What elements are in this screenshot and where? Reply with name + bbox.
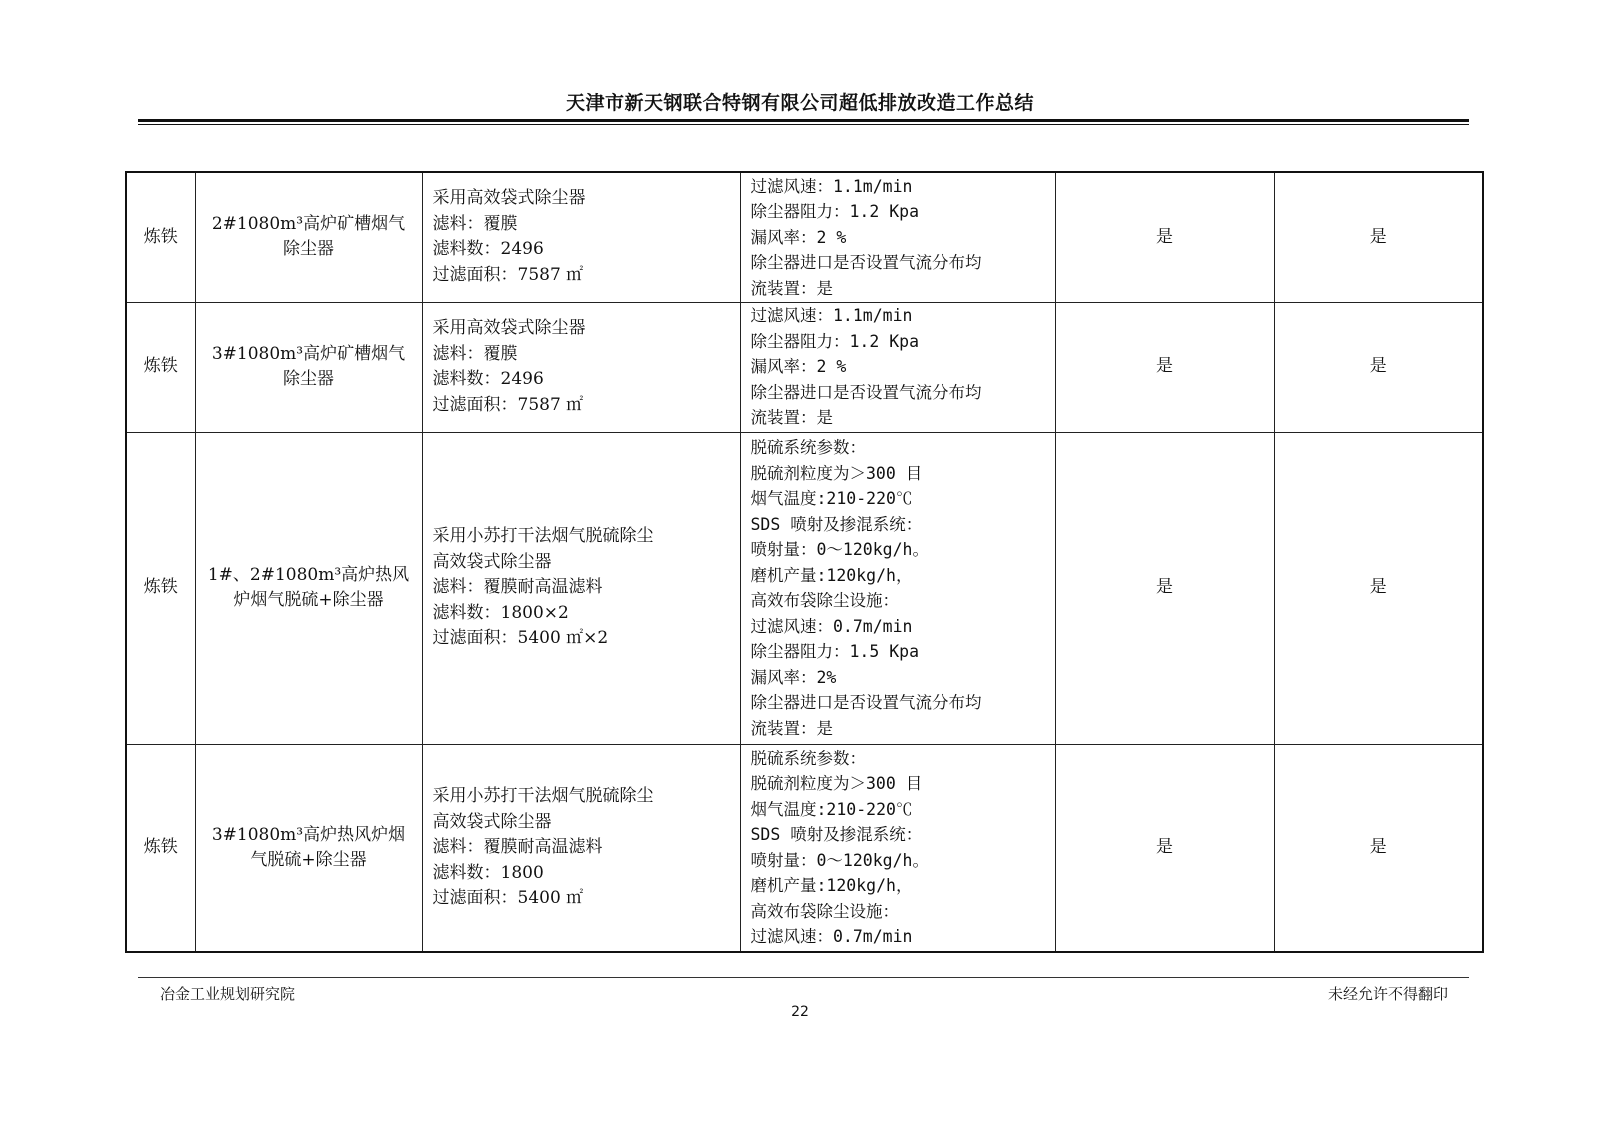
param-line: 磨机产量:120kg/h， — [750, 565, 913, 585]
measure-line: 滤料数：1800 — [432, 862, 544, 883]
param-line: 脱硫系统参数： — [750, 748, 866, 768]
measures-cell — [422, 172, 740, 302]
summary-table — [125, 171, 1484, 953]
footer-institute: 冶金工业规划研究院 — [160, 985, 296, 1003]
measure-line: 滤料数：2496 — [432, 239, 544, 260]
footer-rule — [138, 977, 1469, 978]
measures-cell — [422, 302, 740, 432]
measure-line: 采用小苏打干法烟气脱硫除尘 — [432, 786, 654, 806]
measure-line: 高效袋式除尘器 — [432, 811, 552, 832]
compliance-cell: 是 — [1055, 744, 1274, 952]
header-rule-thick — [138, 119, 1469, 122]
facility-name-cell: 3#1080m³高炉热风炉烟气脱硫+除尘器 — [195, 744, 422, 952]
params-cell — [740, 432, 1055, 744]
param-line: 除尘器进口是否设置气流分布均 — [750, 693, 982, 712]
table-row — [126, 172, 1483, 302]
param-line: 漏风率：2% — [750, 667, 837, 687]
param-line: 漏风率：2 % — [750, 227, 847, 247]
params-cell — [740, 302, 1055, 432]
measure-line: 过滤面积：5400 ㎡×2 — [432, 628, 609, 649]
param-line: 烟气温度:210-220℃ — [750, 799, 913, 819]
param-line: 除尘器进口是否设置气流分布均 — [750, 382, 982, 402]
compliance-cell: 是 — [1055, 432, 1274, 744]
measures-cell — [422, 432, 740, 744]
compliance-cell: 是 — [1274, 744, 1483, 952]
compliance-cell: 是 — [1274, 172, 1483, 302]
compliance-cell: 是 — [1274, 302, 1483, 432]
measures-cell — [422, 744, 740, 952]
param-line: 除尘器阻力：1.2 Kpa — [750, 202, 920, 221]
facility-name-cell: 2#1080m³高炉矿槽烟气除尘器 — [195, 172, 422, 302]
table-row — [126, 302, 1483, 432]
page-number: 22 — [791, 1004, 809, 1020]
header-rule-thin — [138, 124, 1469, 125]
params-cell — [740, 172, 1055, 302]
measure-line: 采用高效袋式除尘器 — [432, 318, 586, 338]
measure-line: 滤料：覆膜 — [432, 213, 518, 234]
param-line: 流装置：是 — [750, 718, 833, 738]
measure-line: 采用高效袋式除尘器 — [432, 188, 586, 209]
param-line: 流装置：是 — [750, 408, 833, 428]
measure-line: 滤料数：1800×2 — [432, 602, 569, 623]
param-line: 烟气温度:210-220℃ — [750, 489, 913, 508]
dept-cell: 炼铁 — [126, 744, 195, 952]
param-line: 过滤风速：0.7m/min — [750, 927, 913, 947]
compliance-cell: 是 — [1055, 172, 1274, 302]
param-line: 过滤风速：0.7m/min — [750, 616, 913, 636]
table-body — [126, 172, 1483, 952]
param-line: 漏风率：2 % — [750, 357, 847, 377]
param-line: 脱硫剂粒度为＞300 目 — [750, 463, 923, 483]
footer-copyright: 未经允许不得翻印 — [1327, 985, 1448, 1003]
param-line: 脱硫系统参数： — [750, 438, 866, 457]
param-line: SDS 喷射及掺混系统： — [750, 514, 923, 534]
measure-line: 滤料：覆膜耐高温滤料 — [432, 577, 603, 598]
param-line: 流装置：是 — [750, 278, 833, 298]
param-line: 过滤风速：1.1m/min — [750, 306, 913, 326]
measure-line: 滤料数：2496 — [432, 369, 544, 389]
table-row — [126, 744, 1483, 952]
facility-name-cell: 3#1080m³高炉矿槽烟气除尘器 — [195, 302, 422, 432]
params-cell — [740, 744, 1055, 952]
measure-line: 滤料：覆膜耐高温滤料 — [432, 837, 603, 857]
param-line: 除尘器阻力：1.2 Kpa — [750, 331, 920, 351]
param-line: 喷射量：0～120kg/h。 — [750, 540, 929, 559]
dept-cell: 炼铁 — [126, 432, 195, 744]
table-row — [126, 432, 1483, 744]
measure-line: 过滤面积：5400 ㎡ — [432, 888, 584, 908]
measure-line: 过滤面积：7587 ㎡ — [432, 264, 584, 285]
param-line: 磨机产量:120kg/h， — [750, 876, 913, 896]
param-line: SDS 喷射及掺混系统： — [750, 825, 923, 845]
param-line: 喷射量：0～120kg/h。 — [750, 850, 929, 870]
facility-name-cell: 1#、2#1080m³高炉热风炉烟气脱硫+除尘器 — [195, 432, 422, 744]
measure-line: 滤料：覆膜 — [432, 343, 518, 364]
compliance-cell: 是 — [1055, 302, 1274, 432]
measure-line: 采用小苏打干法烟气脱硫除尘 — [432, 526, 654, 547]
compliance-cell: 是 — [1274, 432, 1483, 744]
param-line: 高效布袋除尘设施： — [750, 901, 899, 921]
param-line: 除尘器阻力：1.5 Kpa — [750, 642, 920, 661]
page-title: 天津市新天钢联合特钢有限公司超低排放改造工作总结 — [565, 92, 1034, 114]
param-line: 脱硫剂粒度为＞300 目 — [750, 774, 923, 794]
param-line: 高效布袋除尘设施： — [750, 591, 899, 610]
param-line: 过滤风速：1.1m/min — [750, 176, 913, 196]
dept-cell: 炼铁 — [126, 172, 195, 302]
param-line: 除尘器进口是否设置气流分布均 — [750, 253, 982, 272]
measure-line: 高效袋式除尘器 — [432, 551, 552, 572]
measure-line: 过滤面积：7587 ㎡ — [432, 394, 584, 415]
dept-cell: 炼铁 — [126, 302, 195, 432]
